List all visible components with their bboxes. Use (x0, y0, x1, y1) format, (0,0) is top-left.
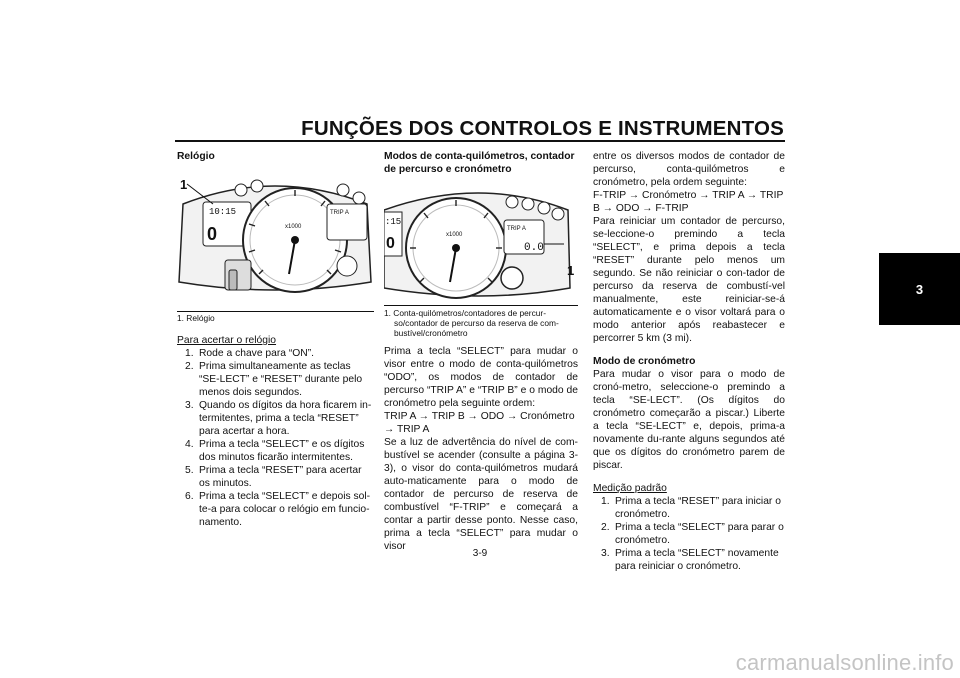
page-number: 3-9 (472, 548, 488, 559)
figure-instrument-clock (177, 166, 374, 312)
instrument-cluster-illustration (177, 174, 374, 298)
figure-caption: 1. Relógio (177, 313, 215, 323)
svg-text:TRIP A: TRIP A (330, 210, 349, 216)
list-item: 2. Prima a tecla “SELECT” para parar o cronómetro. (601, 522, 784, 546)
column-stopwatch (593, 150, 785, 573)
figure-callout: 1 (567, 263, 575, 278)
list-item: 3. Quando os dígitos da hora ficarem in-termitentes, prima a tecla “RESET” para acertar a hora. (185, 400, 372, 437)
svg-text:0: 0 (207, 224, 218, 244)
chapter-tab: 3 (879, 253, 960, 325)
list-item: 6. Prima a tecla “SELECT” e depois sol-te-a para colocar o relógio em funcio-namento. (185, 491, 371, 528)
list-item: 4. Prima a tecla “SELECT” e os dígitos dos minutos ficarão intermitentes. (185, 439, 365, 463)
mode-sequence: TRIP A → TRIP B → ODO → Cronómetro → TRIP A (384, 411, 575, 435)
list-item: 3. Prima a tecla “SELECT” novamente para reiniciar o cronómetro. (601, 548, 779, 572)
figure-caption: 1. Conta-quilómetros/contadores de percur-so/contador de percurso da reserva de com-bustível/cronómetro (384, 308, 559, 338)
section-heading-clock: Relógio (177, 151, 215, 162)
list-item: 5. Prima a tecla “RESET” para acertar os minutos. (185, 465, 362, 489)
instrument-cluster-illustration (384, 182, 578, 302)
section-heading-odometer: Modos de conta-quilómetros, contador de percurso e cronómetro (384, 151, 575, 175)
subheading-set-clock: Para acertar o relógio (177, 335, 277, 346)
figure-callout: 1 (180, 177, 188, 192)
section-heading-stopwatch: Modo de cronómetro (593, 356, 696, 367)
svg-text:x1000: x1000 (285, 224, 302, 230)
paragraph: Se a luz de advertência do nível de com-bustível se acender (consulte a página 3-3), o visor do conta-quilómetros mudará auto-maticamente para o modo de contador de percurso de reserva de combustível “F-TRIP” e começará a contar a partir desse ponto. Nesse caso, prima a tecla “SELECT” para mudar o visor (384, 437, 578, 552)
svg-text:TRIP A: TRIP A (507, 226, 526, 232)
figure-instrument-odometer (384, 178, 578, 306)
steps-list (177, 347, 374, 529)
list-item: 1. Prima a tecla “RESET” para iniciar o cronómetro. (601, 496, 781, 520)
subheading-standard-measurement: Medição padrão (593, 483, 667, 494)
watermark: carmanualsonline.info (735, 650, 954, 675)
svg-text::15: :15 (385, 217, 402, 227)
column-clock (177, 150, 374, 529)
paragraph: Para reiniciar um contador de percurso, se-leccione-o premindo a tecla “SELECT”, e prima depois a tecla “RESET” durante pelo menos um segundo. Se não reiniciar o con-tador de percurso da reserva de combustí-vel manualmente, este reiniciar-se-á automaticamente e o visor voltará para o modo anterior após reabastecer e percorrer 5 km (3 mi). (593, 216, 785, 344)
steps-list (593, 495, 785, 573)
svg-text:10:15: 10:15 (209, 207, 237, 217)
list-item: 2. Prima simultaneamente as teclas “SE-LECT” e “RESET” durante pelo menos dois segundos. (185, 361, 363, 398)
paragraph: Para mudar o visor para o modo de cronó-metro, seleccione-o premindo a tecla “SE-LECT”. (Os dígitos do cronómetro começarão a piscar.) Liberte a tecla “SE-LECT” e, depois, prima-a novamente du-rante alguns segundos até que os dígitos do cronómetro parem de piscar. (593, 369, 785, 471)
paragraph: entre os diversos modos de contador de percurso, conta-quilómetros e cronómetro, pela ordem seguinte: (593, 151, 785, 188)
list-item: 1. Rode a chave para “ON”. (185, 348, 315, 359)
header-rule (175, 140, 785, 142)
page-title: FUNÇÕES DOS CONTROLOS E INSTRUMENTOS (301, 117, 784, 140)
mode-sequence: F-TRIP → Cronómetro → TRIP A → TRIP B → ODO → F-TRIP (593, 190, 784, 214)
column-odometer (384, 150, 578, 553)
svg-text:0: 0 (386, 235, 395, 252)
svg-text:x1000: x1000 (446, 232, 463, 238)
paragraph: Prima a tecla “SELECT” para mudar o visor entre o modo de conta-quilómetros “ODO”, os modos de contador de percurso “TRIP A” e “TRIP B” e o modo de cronómetro pela seguinte ordem: (384, 346, 578, 409)
svg-text:0.0: 0.0 (524, 242, 544, 254)
